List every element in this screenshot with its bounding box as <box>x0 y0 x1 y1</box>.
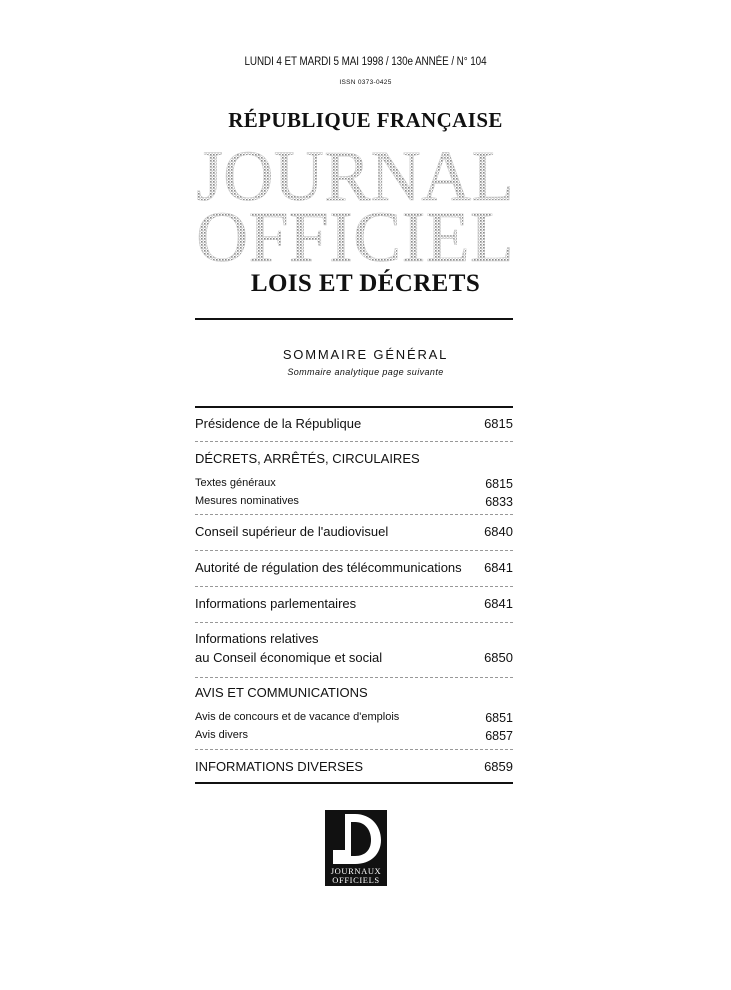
toc-label: Informations relatives <box>195 631 319 646</box>
republic-title: RÉPUBLIQUE FRANÇAISE <box>228 108 503 132</box>
toc-page: 6841 <box>484 596 513 611</box>
toc-label: Avis divers <box>195 729 248 741</box>
separator <box>195 550 513 551</box>
toc-page: 6859 <box>484 759 513 774</box>
issn-number: ISSN 0373-0425 <box>339 79 392 86</box>
toc-top-rule <box>195 406 513 408</box>
separator <box>195 749 513 750</box>
toc-page: 6857 <box>485 729 513 743</box>
toc-bottom-rule <box>195 782 513 784</box>
journaux-officiels-logo <box>325 810 387 886</box>
masthead-line-officiel: OFFICIEL <box>196 197 514 264</box>
toc-label: au Conseil économique et social <box>195 650 383 665</box>
toc-entry <box>195 631 513 647</box>
separator <box>195 514 513 515</box>
edition-title: LOIS ET DÉCRETS <box>250 270 481 297</box>
top-rule <box>195 318 513 320</box>
toc-entry <box>195 729 513 743</box>
toc-entry <box>195 596 513 612</box>
separator <box>195 622 513 623</box>
separator <box>195 586 513 587</box>
toc-label: AVIS ET COMMUNICATIONS <box>195 685 368 700</box>
toc-section-heading <box>195 451 513 467</box>
toc-page: 6815 <box>485 477 513 491</box>
toc-label: Avis de concours et de vacance d'emplois <box>195 711 400 723</box>
toc-entry <box>195 416 513 432</box>
toc-page: 6850 <box>484 650 513 665</box>
logo-text-line2: OFFICIELS <box>332 875 380 885</box>
masthead-line-journal: JOURNAL <box>196 142 514 216</box>
toc-label: Informations parlementaires <box>195 596 357 611</box>
toc-entry <box>195 711 513 725</box>
toc-entry <box>195 560 513 576</box>
separator <box>195 441 513 442</box>
toc-section-heading <box>195 685 513 701</box>
toc-entry <box>195 759 513 775</box>
toc-page: 6841 <box>484 560 513 575</box>
issue-date-line: LUNDI 4 ET MARDI 5 MAI 1998 / 130e ANNÉE / N° 104 <box>244 56 487 68</box>
toc-page: 6840 <box>484 524 513 539</box>
logo-text-line1: JOURNAUX <box>330 866 382 876</box>
toc-page: 6815 <box>484 416 513 431</box>
toc-label: INFORMATIONS DIVERSES <box>195 759 364 774</box>
toc-entry <box>195 495 513 509</box>
toc-page: 6851 <box>485 711 513 725</box>
toc-entry <box>195 650 513 666</box>
toc-entry <box>195 524 513 540</box>
toc-entry <box>195 477 513 491</box>
toc-label: Autorité de régulation des télécommunications <box>195 560 462 575</box>
sommaire-title: SOMMAIRE GÉNÉRAL <box>282 347 449 362</box>
toc-page: 6833 <box>485 495 513 509</box>
toc-label: Conseil supérieur de l'audiovisuel <box>195 524 389 539</box>
toc-label: DÉCRETS, ARRÊTÉS, CIRCULAIRES <box>195 451 420 466</box>
masthead-journal-officiel <box>195 142 515 264</box>
toc-label: Mesures nominatives <box>195 495 299 507</box>
separator <box>195 677 513 678</box>
toc-label: Présidence de la République <box>195 416 362 431</box>
sommaire-subtitle: Sommaire analytique page suivante <box>287 367 444 377</box>
toc-label: Textes généraux <box>195 477 276 489</box>
